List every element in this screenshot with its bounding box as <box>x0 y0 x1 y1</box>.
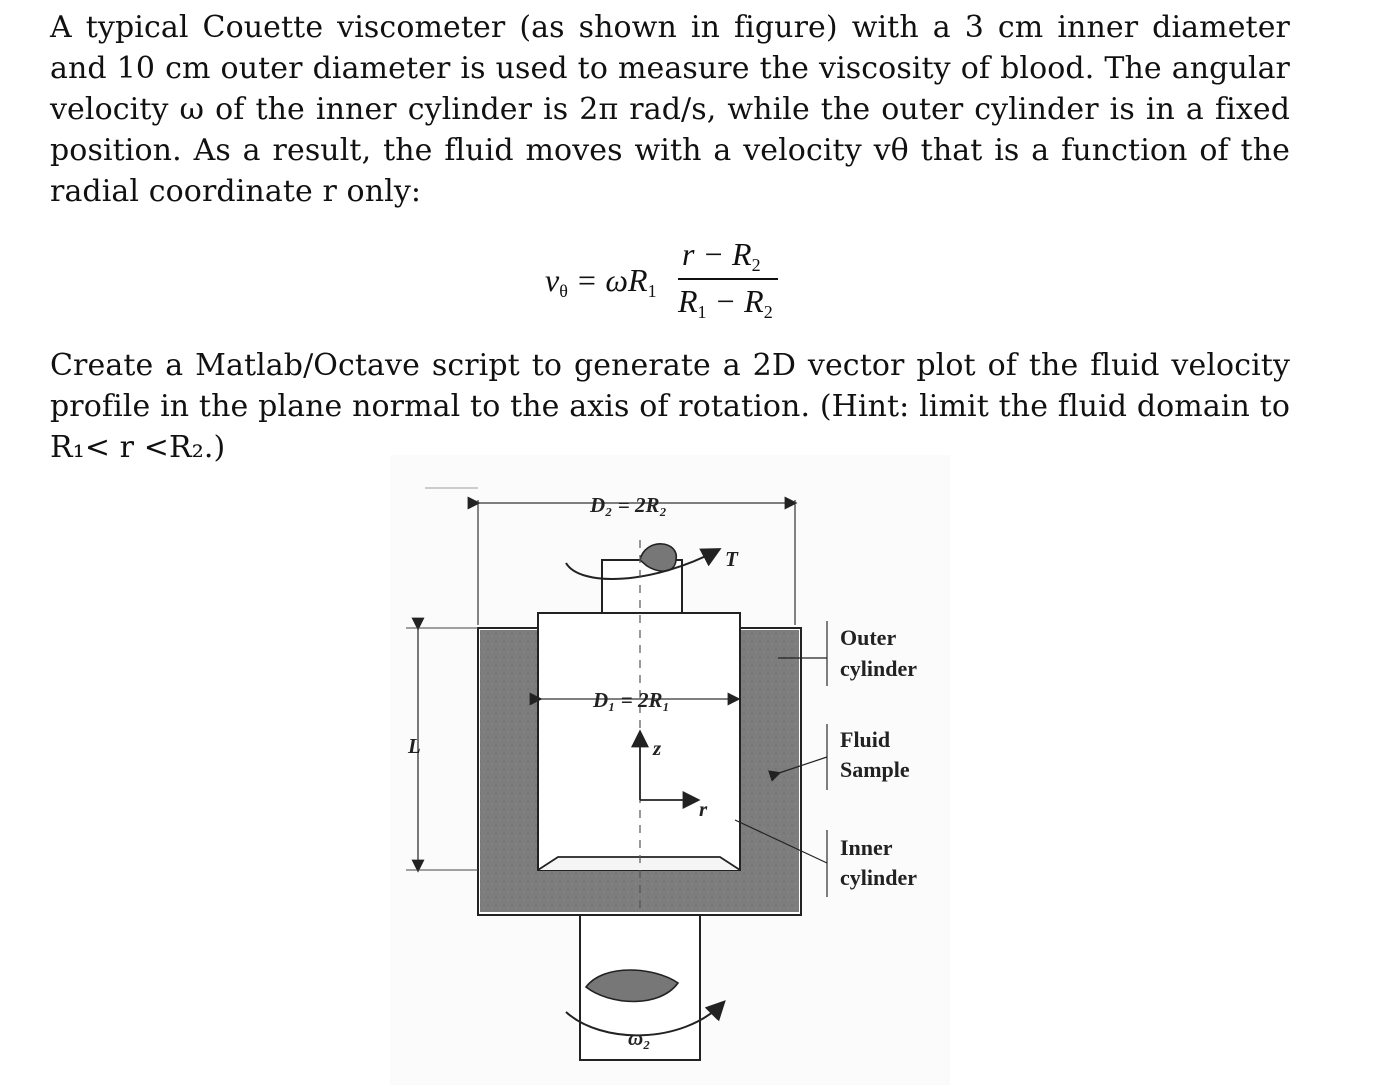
fluid-label-line-2: Sample <box>840 757 910 782</box>
d1-label: D₁ = 2R₁ <box>593 688 670 712</box>
viscometer-figure <box>390 455 950 1085</box>
inner-cylinder-bottom <box>538 857 740 870</box>
equation-lhs <box>545 262 657 302</box>
fluid-label-line-1: Fluid <box>840 727 891 752</box>
equation-theta-sub: θ <box>559 281 568 301</box>
right-fluid-sample <box>740 630 799 912</box>
equation-numerator-text: r − R <box>682 236 752 272</box>
outer-label-line-1: Outer <box>840 625 897 650</box>
fraction-bar <box>678 278 778 280</box>
equation-numerator-sub: 2 <box>751 255 761 275</box>
problem-task: Create a Matlab/Octave script to generate a 2D vector plot of the fluid velocity profile in the plane normal to the axis of rotation. (Hint: limit the fluid domain to R₁< r <R₂.) <box>50 348 1290 465</box>
equation-numerator <box>682 236 761 276</box>
d2-label: D₂ = 2R₂ <box>590 493 667 517</box>
equation-denominator-r2-sub: 2 <box>763 302 773 322</box>
equation-r1-sub: 1 <box>647 281 657 301</box>
length-label: L <box>408 734 421 758</box>
inner-label-line-2: cylinder <box>840 865 917 890</box>
inner-label-line-1: Inner <box>840 835 893 860</box>
problem-intro: A typical Couette viscometer (as shown in figure) with a 3 cm inner diameter and 10 cm outer diameter is used to measure the viscosity of blood. The angular velocity ω of the inner cylinder is 2π rad/s, while the outer cylinder is in a fixed position. As a result, the fluid moves with a velocity vθ that is a function of the radial coordinate r only: <box>50 10 1290 209</box>
equation-denominator-r1-sub: 1 <box>697 302 707 322</box>
equation-denominator-r2: − R <box>706 283 764 319</box>
inner-cylinder <box>538 613 740 870</box>
outer-label-line-2: cylinder <box>840 656 917 681</box>
equation-v: v <box>545 262 560 298</box>
r-label: r <box>699 797 708 821</box>
viscometer-diagram <box>390 455 950 1085</box>
equation-denominator-r1: R <box>678 283 698 319</box>
z-label: z <box>653 736 662 760</box>
left-fluid-sample <box>480 630 538 912</box>
velocity-equation <box>545 236 805 328</box>
torque-label: T <box>725 547 738 571</box>
equation-middle: = ωR <box>567 262 648 298</box>
omega-label: ω₂ <box>628 1026 651 1050</box>
equation-denominator <box>678 283 773 323</box>
